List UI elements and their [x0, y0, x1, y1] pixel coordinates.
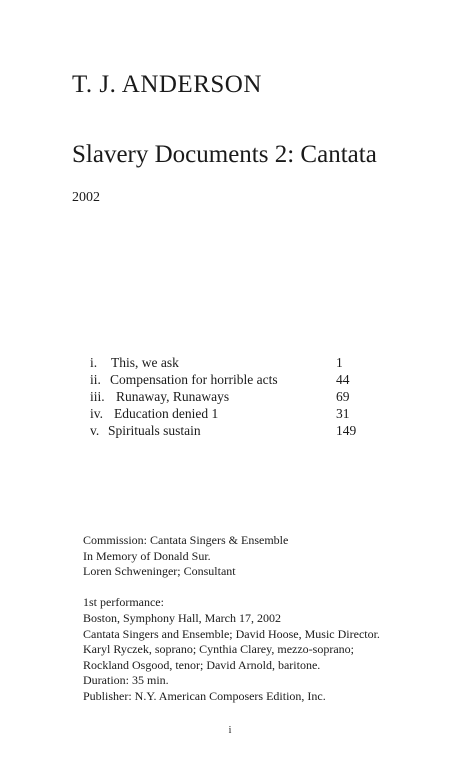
movement-item: [90, 371, 370, 388]
movement-title: Spirituals sustain: [108, 423, 201, 438]
publisher-line: Publisher: N.Y. American Composers Edition, Inc.: [83, 688, 326, 703]
movement-title: Education denied 1: [114, 406, 219, 421]
movement-measures: 69: [336, 389, 350, 404]
spacer: [83, 580, 380, 596]
commission-line: Commission: Cantata Singers & Ensemble: [83, 533, 289, 547]
movement-number: iii.: [90, 389, 105, 404]
movement-item: [90, 388, 370, 405]
movement-item: [90, 405, 370, 422]
movement-number: ii.: [90, 372, 101, 387]
premiere-heading: 1st performance:: [83, 595, 164, 610]
movement-title: Compensation for horrible acts: [110, 372, 278, 387]
movement-item: [90, 422, 370, 439]
movement-measures: 1: [336, 355, 343, 370]
consultant-line: Loren Schweninger; Consultant: [83, 564, 236, 579]
performance-info: [83, 533, 380, 705]
page-number: i: [228, 725, 232, 736]
dedication-line: In Memory of Donald Sur.: [83, 548, 211, 563]
movement-item: [90, 354, 370, 371]
movement-title: Runaway, Runaways: [116, 389, 230, 404]
premiere-soloists-1: Karyl Ryczek, soprano; Cynthia Clarey, mezzo-soprano;: [83, 642, 354, 657]
movement-measures: 149: [336, 423, 357, 438]
movement-measures: 31: [336, 406, 350, 421]
composition-year: 2002: [72, 190, 100, 205]
composer-name: T. J. ANDERSON: [72, 71, 262, 98]
premiere-venue: Boston, Symphony Hall, March 17, 2002: [83, 610, 281, 625]
movement-number: i.: [90, 355, 98, 370]
premiere-soloists-2: Rockland Osgood, tenor; David Arnold, baritone.: [83, 657, 321, 672]
duration-line: Duration: 35 min.: [83, 673, 169, 688]
premiere-ensemble: Cantata Singers and Ensemble; David Hoose, Music Director.: [83, 626, 380, 641]
work-title: Slavery Documents 2: Cantata: [72, 141, 377, 168]
movement-number: iv.: [90, 406, 103, 421]
movement-number: v.: [90, 423, 100, 438]
movement-title: This, we ask: [111, 355, 179, 370]
movement-list: [90, 354, 370, 439]
movement-measures: 44: [336, 372, 350, 387]
